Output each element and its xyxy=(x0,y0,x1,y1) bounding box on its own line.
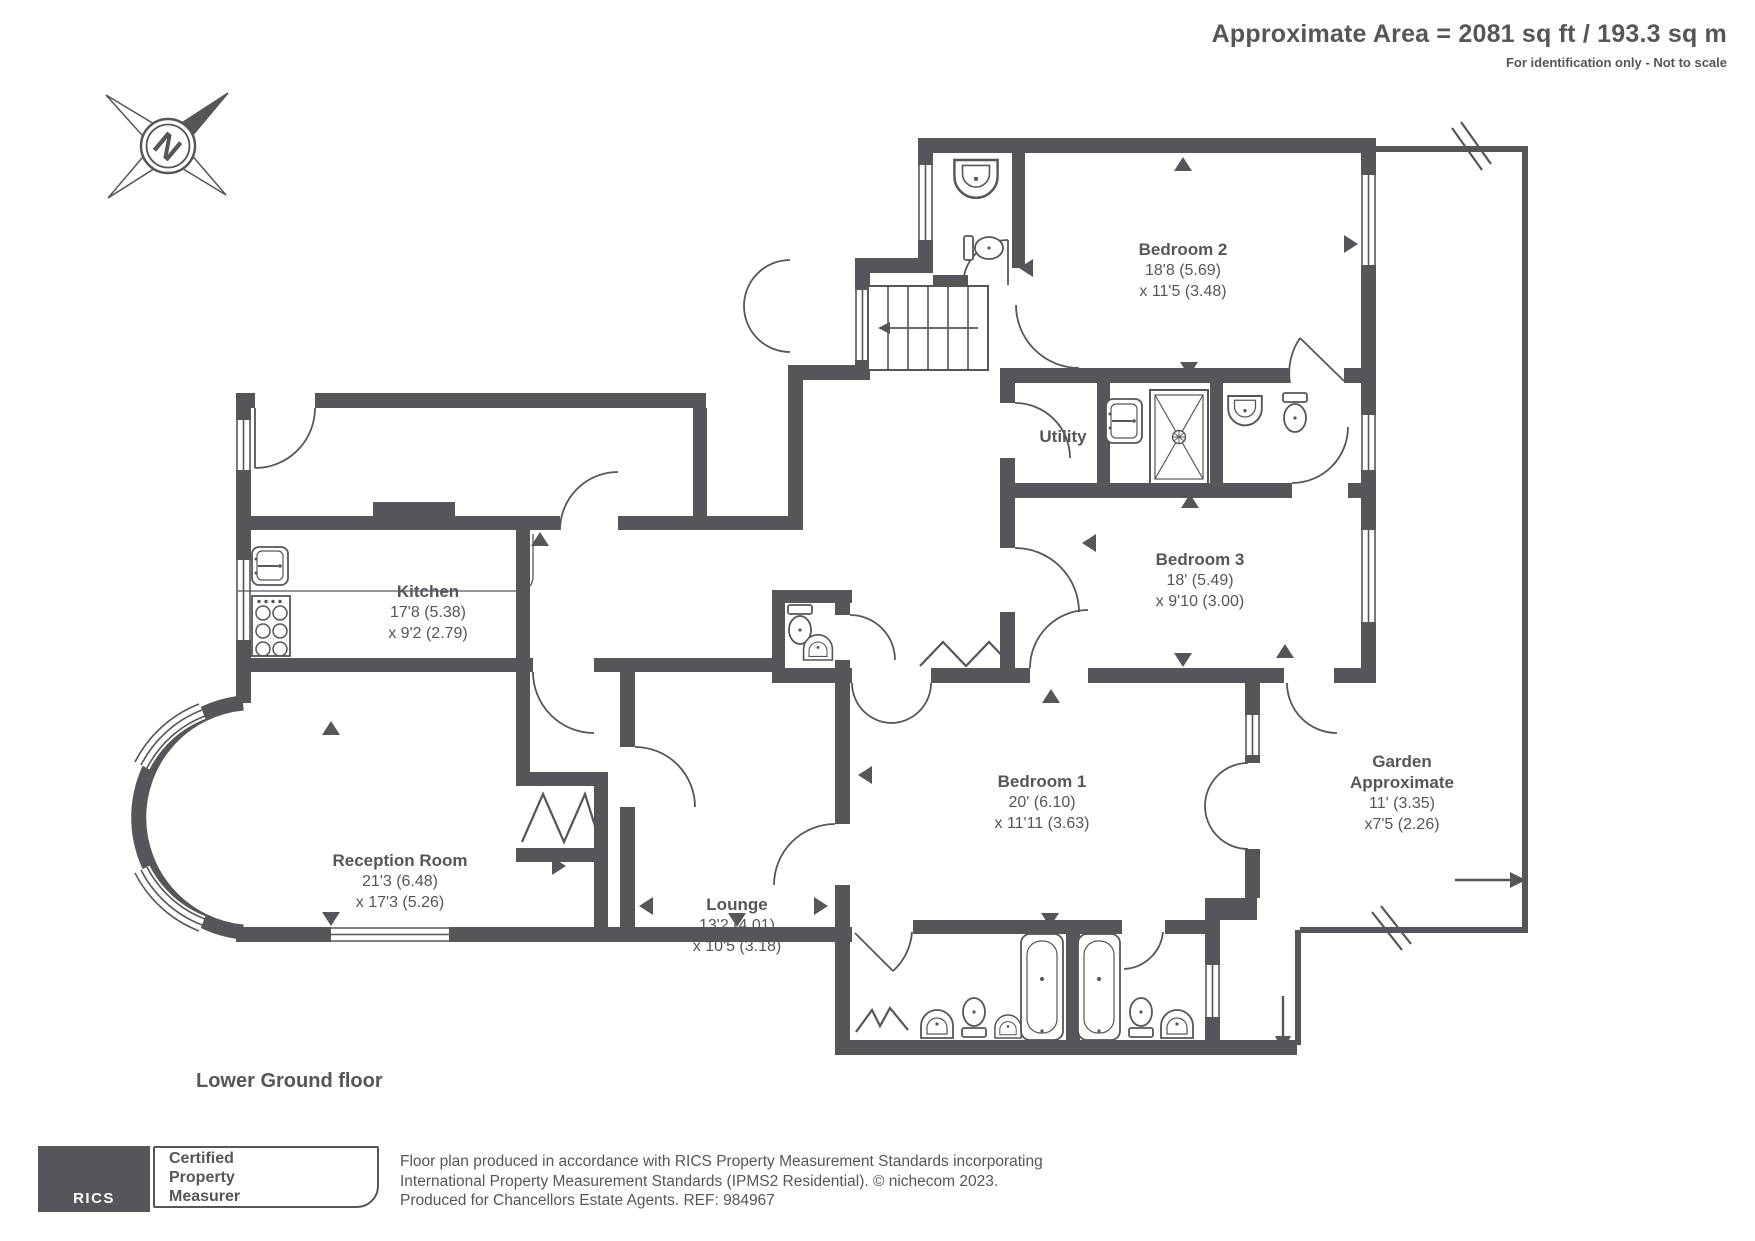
compass-letter: N xyxy=(146,124,189,169)
front-door-arc xyxy=(255,408,315,468)
sink-icon xyxy=(1106,399,1142,443)
rics-wordmark: RICS xyxy=(73,1190,115,1207)
disclaimer-line-3: Produced for Chancellors Estate Agents. REF: 984967 xyxy=(400,1192,775,1209)
hob-icon xyxy=(252,596,290,656)
room-label-garden: Garden Approximate 11' (3.35) x7'5 (2.26) xyxy=(1350,752,1454,833)
bay-window xyxy=(135,703,243,932)
basin-icon xyxy=(921,1010,953,1038)
basin-icon xyxy=(1228,396,1262,425)
toilet-icon xyxy=(964,236,1003,260)
disclaimer-line-1: Floor plan produced in accordance with RICS Property Measurement Standards incorporating xyxy=(400,1153,1043,1170)
room-label-bedroom-1: Bedroom 1 20' (6.10) x 11'11 (3.63) xyxy=(994,772,1090,832)
room-label-kitchen: Kitchen 17'8 (5.38) x 9'2 (2.79) xyxy=(388,582,468,642)
arch-opening xyxy=(744,260,790,352)
room-label-bedroom-2: Bedroom 2 18'8 (5.69) x 11'5 (3.48) xyxy=(1138,240,1228,300)
rics-logo xyxy=(38,1146,150,1212)
toilet-icon xyxy=(1129,998,1153,1037)
room-label-reception-room: Reception Room 21'3 (6.48) x 17'3 (5.26) xyxy=(332,851,468,911)
break-line xyxy=(1372,122,1491,950)
bathtub-icon xyxy=(1078,934,1120,1040)
room-label-bedroom-3: Bedroom 3 18' (5.49) x 9'10 (3.00) xyxy=(1155,550,1245,610)
toilet-icon xyxy=(962,998,986,1037)
room-label-utility: Utility xyxy=(1039,427,1087,446)
footer-disclaimer xyxy=(400,1152,1043,1211)
toilet-icon xyxy=(1283,393,1307,432)
header xyxy=(1212,20,1727,70)
identification-note: For identification only - Not to scale xyxy=(1505,55,1727,70)
basin-icon xyxy=(804,635,833,660)
french-door-arc xyxy=(1205,763,1248,806)
gate-arrow xyxy=(1455,872,1526,888)
approximate-area-text: Approximate Area = 2081 sq ft / 193.3 sq m xyxy=(1211,20,1727,48)
french-door-arc xyxy=(1205,806,1248,849)
basin-icon xyxy=(954,160,997,198)
floor-title: Lower Ground floor xyxy=(196,1070,383,1092)
disclaimer-line-2: International Property Measurement Standards (IPMS2 Residential). © nichecom 2023. xyxy=(400,1172,999,1190)
bathtub-icon xyxy=(1021,934,1063,1040)
stairs-icon xyxy=(868,286,988,370)
kitchen-sink-icon xyxy=(252,547,288,585)
certified-measurer-badge: Certified Property Measurer xyxy=(153,1146,379,1208)
walls xyxy=(236,138,1528,1055)
basin-icon xyxy=(1161,1010,1193,1038)
room-label-lounge: Lounge 13'2 (4.01) x 10'5 (3.18) xyxy=(692,895,782,955)
garden-annotations xyxy=(1275,122,1526,1052)
basin-icon xyxy=(995,1015,1021,1038)
shower-icon xyxy=(1150,390,1208,484)
compass-rose xyxy=(106,93,228,198)
